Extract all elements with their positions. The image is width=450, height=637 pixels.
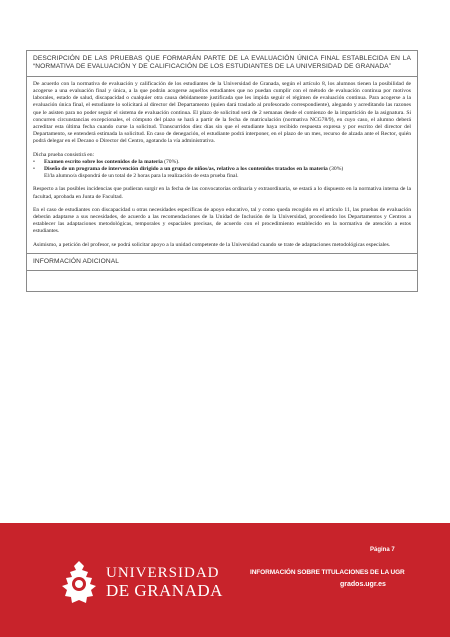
duration-note: El/la alumno/a dispondrá de un total de 2 horas para la realización de esta prueba final. bbox=[44, 173, 239, 180]
degrees-info: INFORMACIÓN SOBRE TITULACIONES DE LA UGR bbox=[250, 569, 405, 576]
paragraph-incidents: Respecto a las posibles incidencias que pudieran surgir en la fecha de las convocatorias ordinaria y extraordinaria, se estará a lo dispuesto en la normativa interna de la facultad, aprobada en Junta de Facultad. bbox=[33, 186, 411, 200]
test-intro: Dicha prueba consistirá en: bbox=[33, 151, 95, 158]
info-heading: INFORMACIÓN ADICIONAL bbox=[27, 254, 417, 271]
evaluation-table bbox=[26, 50, 418, 292]
university-name: UNIVERSIDAD DE GRANADA bbox=[106, 565, 223, 600]
page-number: Página 7 bbox=[370, 547, 395, 553]
university-seal-icon bbox=[60, 560, 98, 606]
section-heading: DESCRIPCIÓN DE LAS PRUEBAS QUE FORMARÁN PARTE DE LA EVALUACIÓN ÚNICA FINAL ESTABLECIDA EN LA “NORMATIVA DE EVALUACIÓN Y DE CALIFICACIÓN DE LOS ESTUDIANTES DE LA UNIVERSIDAD DE GRANADA” bbox=[27, 51, 417, 77]
list-item: • Diseño de un programa de intervención dirigido a un grupo de niños/as, relativo a los contenidos tratados en la materia (30%) El/la alumno/a dispondrá de un total de 2 horas para la realización de esta prueba final. bbox=[33, 166, 411, 180]
paragraph-evaluation-rules: De acuerdo con la normativa de evaluación y calificación de los estudiantes de la Universidad de Granada, según el artículo 8, los alumnos tienen la posibilidad de acogerse a una evaluación final y única, a la que podrán acogerse aquellos estudiantes que no puedan cumplir con el método de evaluación continua por motivos laborales, estado de salud, discapacidad o cualquier otra causa debidamente justificada que les impida seguir el régimen de evaluación continua. Para acogerse a la evaluación única final, el estudiante lo solicitará al director del Departamento (quien dará traslado al profesorado correspondiente), alegando y acreditando las razones que le asisten para no poder seguir el sistema de evaluación continua. El plazo de solicitud será de 2 semanas desde el comienzo de la impartición de la asignatura. Si concurren circunstancias excepcionales, el cómputo del plazo se hará a partir de la fecha de matriculación (normativa NCG78/9), en cuyo caso, el alumno deberá acreditar esta última fecha cuando curse la solicitud. Transcurridos diez días sin que el estudiante haya recibido respuesta expresa y por escrito del director del Departamento, se entenderá estimada la solicitud. En caso de denegación, el estudiante podrá interponer, en el plazo de un mes, recurso de alzada ante el Rector, quién podrá delegar en el Decano o Director del Centro, agotando la vía administrativa. bbox=[33, 80, 411, 145]
degrees-link[interactable]: grados.ugr.es bbox=[340, 581, 386, 588]
info-empty-cell bbox=[27, 271, 417, 291]
footer-banner bbox=[0, 523, 450, 637]
paragraph-support: Asimismo, a petición del profesor, se podrá solicitar apoyo a la unidad competente de la Universidad cuando se trate de adaptaciones metodológicas especiales. bbox=[33, 241, 391, 248]
paragraph-disability: En el caso de estudiantes con discapacidad u otras necesidades específicas de apoyo educativo, tal y como queda recogido en el artículo 11, las pruebas de evaluación deberán adaptarse a sus necesidades, de acuerdo a las recomendaciones de la Unidad de Inclusión de la Universidad, procediendo los Departamentos y Centros a establecer las adaptaciones metodológicas, temporales y espaciales precisas, de acuerdo con el procedimiento establecido en la normativa de atención a estos estudiantes. bbox=[33, 206, 411, 235]
section-body bbox=[27, 77, 417, 254]
list-item: • Examen escrito sobre los contenidos de la materia (70%). bbox=[33, 159, 411, 166]
test-list bbox=[33, 159, 411, 181]
